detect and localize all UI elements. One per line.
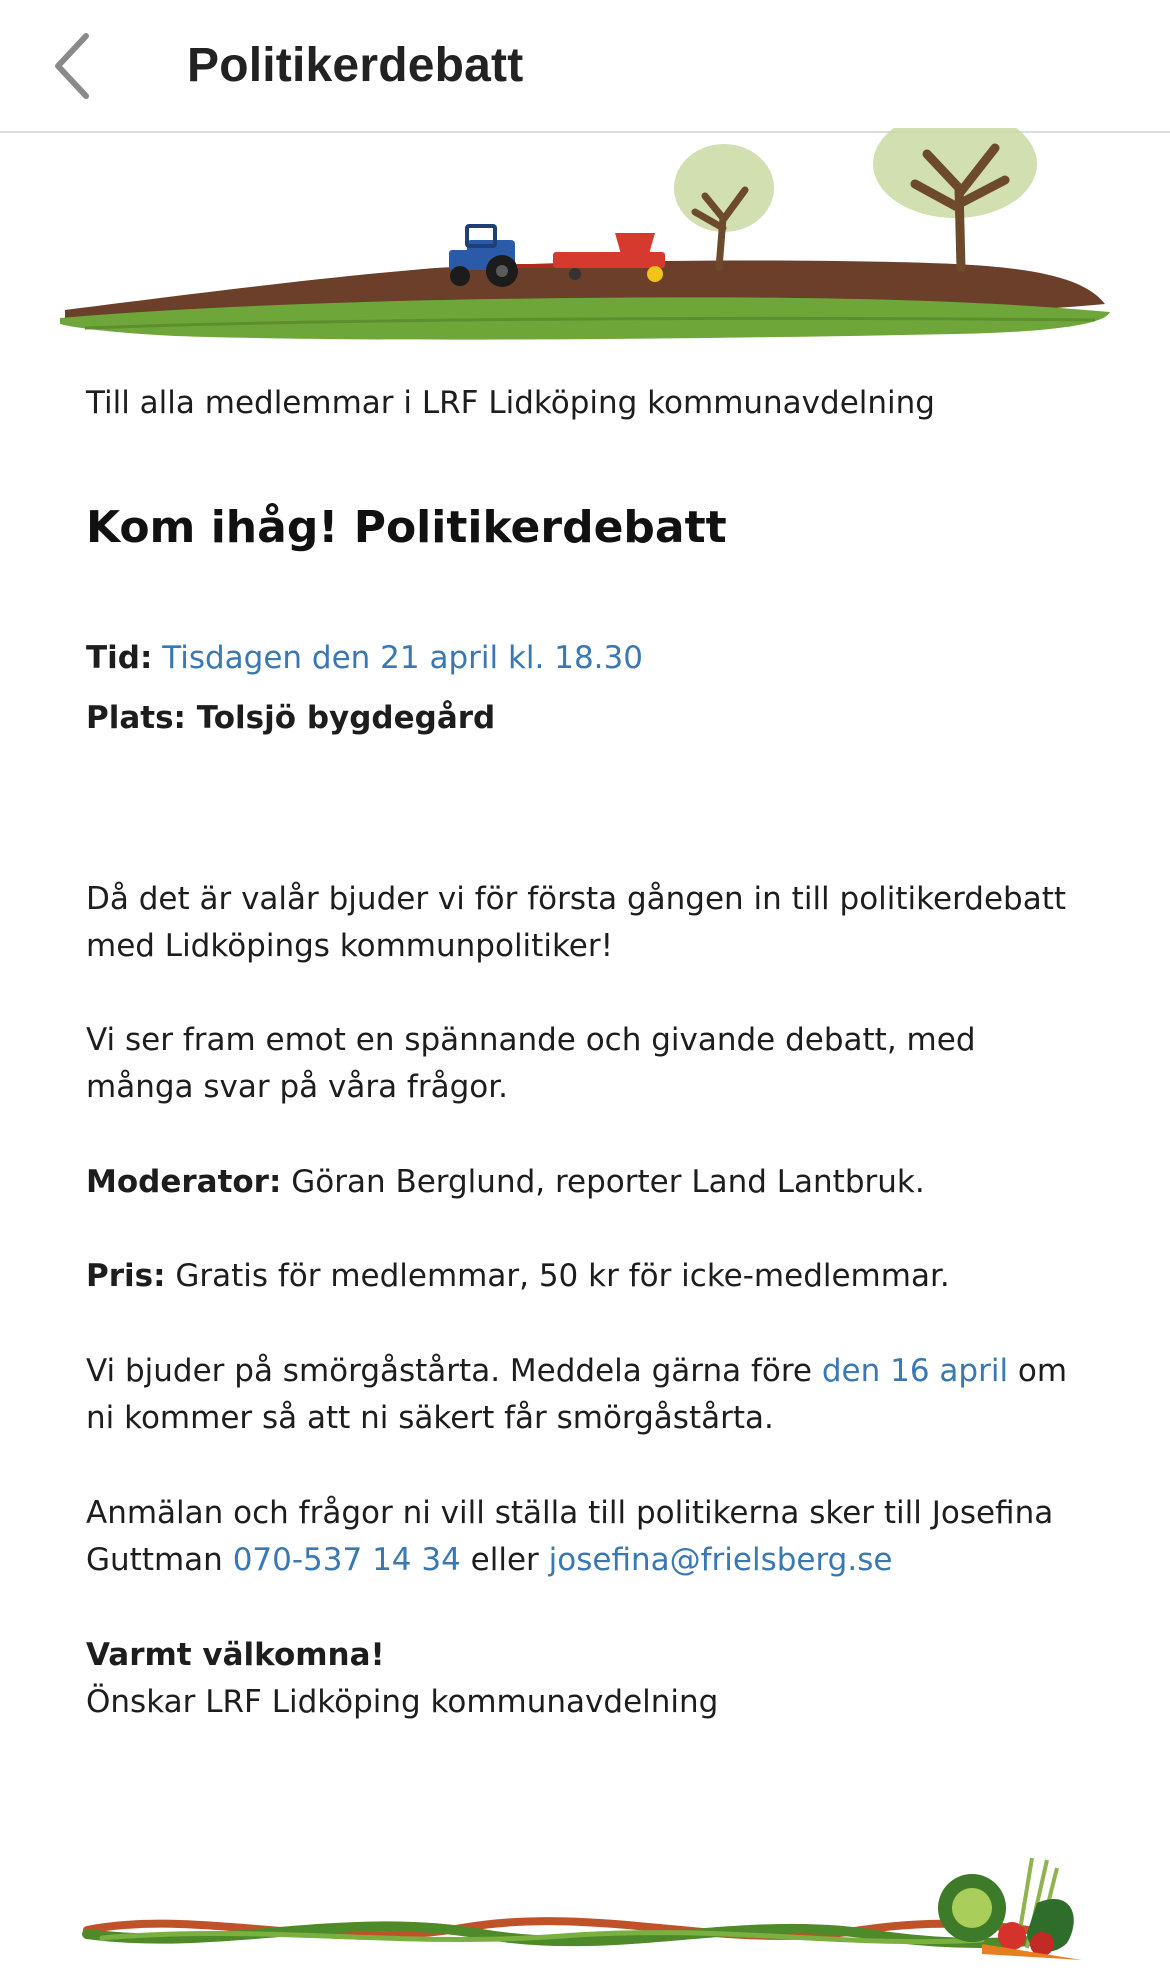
deadline-date-link[interactable]: den 16 april xyxy=(821,1353,1009,1389)
tree-icon xyxy=(873,128,1037,268)
back-button[interactable] xyxy=(44,30,104,102)
event-place: Plats: Tolsjö bygdegård xyxy=(86,700,496,736)
moderator-value: Göran Berglund, reporter Land Lantbruk. xyxy=(281,1164,925,1200)
contact-name-text: Guttman xyxy=(86,1542,233,1578)
signature: Önskar LRF Lidköping kommunavdelning xyxy=(86,1684,719,1720)
phone-link[interactable]: 070-537 14 34 xyxy=(232,1542,461,1578)
price-line xyxy=(86,1253,950,1300)
farm-field-illustration xyxy=(55,128,1115,346)
cake-text: Vi bjuder på smörgåstårta. Meddela gärna före xyxy=(86,1353,822,1389)
cake-line-1 xyxy=(86,1348,1067,1395)
top-navigation-bar xyxy=(0,0,1170,133)
cake-line-2: ni kommer så att ni säkert får smörgåstårta. xyxy=(86,1400,774,1436)
chevron-left-icon xyxy=(44,30,104,102)
expectation-line-2: många svar på våra frågor. xyxy=(86,1069,508,1105)
expectation-line-1: Vi ser fram emot en spännande och givande debatt, med xyxy=(86,1022,976,1058)
welcome-text: Varmt välkomna! xyxy=(86,1637,385,1673)
price-label: Pris: xyxy=(86,1258,166,1294)
page-title: Politikerdebatt xyxy=(187,39,524,92)
vegetable-vine-illustration xyxy=(82,1848,1122,1976)
greeting: Till alla medlemmar i LRF Lidköping kommunavdelning xyxy=(86,385,935,421)
price-value: Gratis för medlemmar, 50 kr för icke-medlemmar. xyxy=(165,1258,950,1294)
or-text: eller xyxy=(460,1542,549,1578)
signup-line-1: Anmälan och frågor ni vill ställa till politikerna sker till Josefina xyxy=(86,1495,1054,1531)
time-label: Tid: xyxy=(86,640,153,676)
cake-text-end: om xyxy=(1008,1353,1068,1389)
time-calendar-link[interactable]: Tisdagen den 21 april kl. 18.30 xyxy=(162,640,643,676)
tree-icon xyxy=(674,144,774,268)
signup-line-2 xyxy=(86,1537,892,1584)
headline: Kom ihåg! Politikerdebatt xyxy=(86,502,727,553)
intro-line-2: med Lidköpings kommunpolitiker! xyxy=(86,928,614,964)
intro-line-1: Då det är valår bjuder vi för första gången in till politikerdebatt xyxy=(86,881,1067,917)
email-link[interactable]: josefina@frielsberg.se xyxy=(548,1542,893,1578)
event-time xyxy=(86,635,643,682)
moderator-label: Moderator: xyxy=(86,1164,282,1200)
moderator-line xyxy=(86,1159,925,1206)
